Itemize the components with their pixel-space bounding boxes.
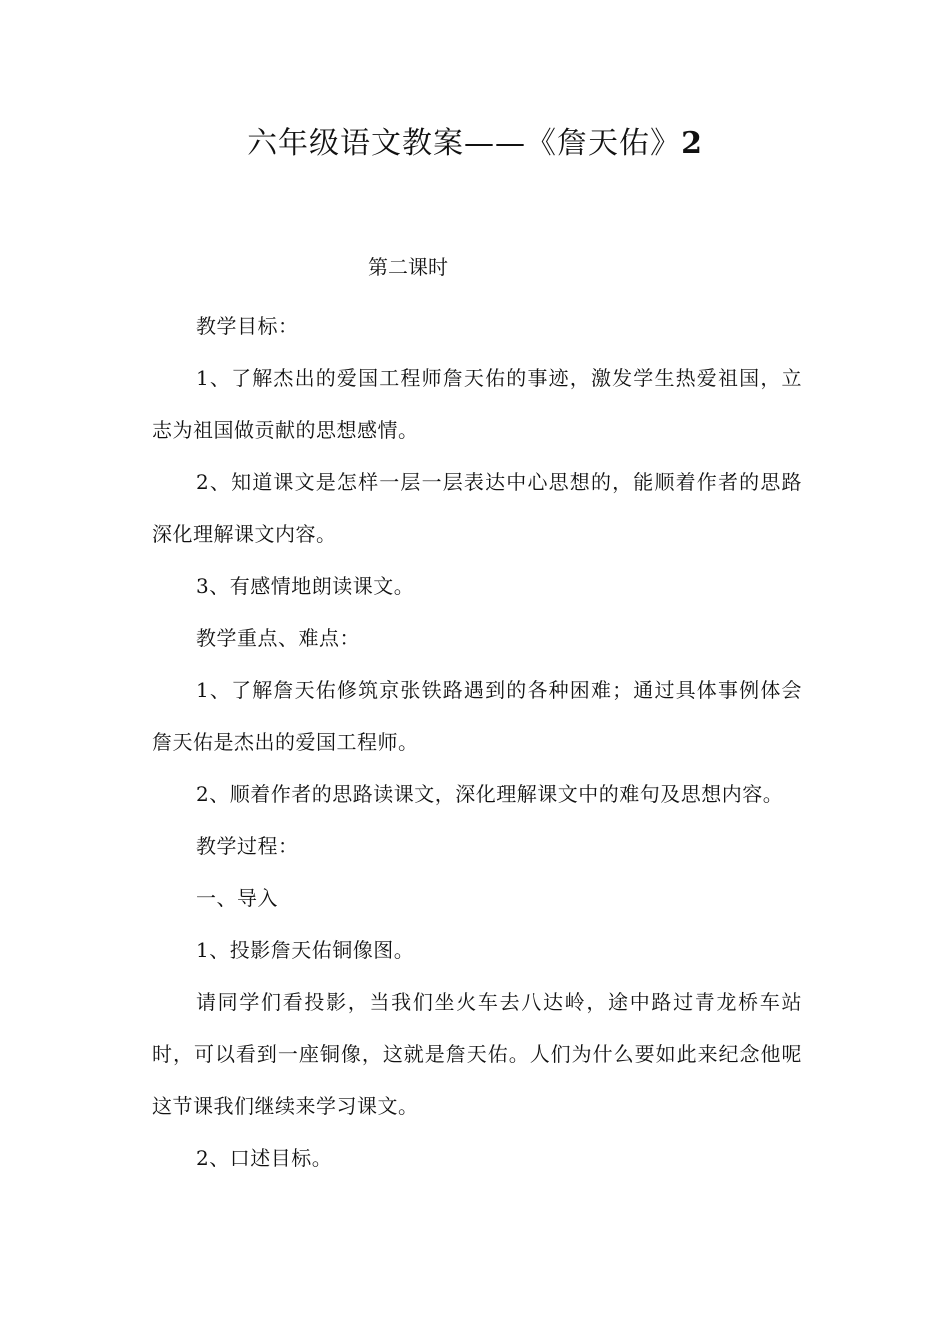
document-title (0, 122, 950, 166)
section-introduction: 一、导入 (196, 886, 278, 910)
step-2-objectives: 2、口述目标。 (196, 1146, 333, 1170)
objective-1: 1、了解杰出的爱国工程师詹天佑的事迹，激发学生热爱祖国，立志为祖国做贡献的思想感情。 (152, 366, 802, 442)
step-1-projection: 1、投影詹天佑铜像图。 (196, 938, 415, 962)
document-body (152, 300, 802, 1184)
heading-key-points: 教学重点、难点： (196, 626, 360, 650)
objective-2: 2、知道课文是怎样一层一层表达中心思想的，能顺着作者的思路深化理解课文内容。 (152, 470, 802, 546)
objective-3: 3、有感情地朗读课文。 (196, 574, 415, 598)
heading-teaching-objectives: 教学目标： (196, 314, 299, 338)
lesson-period-heading: 第二课时 (368, 255, 448, 279)
key-point-2: 2、顺着作者的思路读课文，深化理解课文中的难句及思想内容。 (196, 782, 784, 806)
heading-teaching-process: 教学过程： (196, 834, 299, 858)
introduction-text: 请同学们看投影，当我们坐火车去八达岭，途中路过青龙桥车站时，可以看到一座铜像，这就是詹天佑。人们为什么要如此来纪念他呢这节课我们继续来学习课文。 (152, 990, 802, 1118)
document-title-number: 2 (681, 126, 703, 161)
key-point-1: 1、了解詹天佑修筑京张铁路遇到的各种困难；通过具体事例体会詹天佑是杰出的爱国工程师。 (152, 678, 802, 754)
document-title-text: 六年级语文教案——《詹天佑》 (247, 126, 682, 161)
